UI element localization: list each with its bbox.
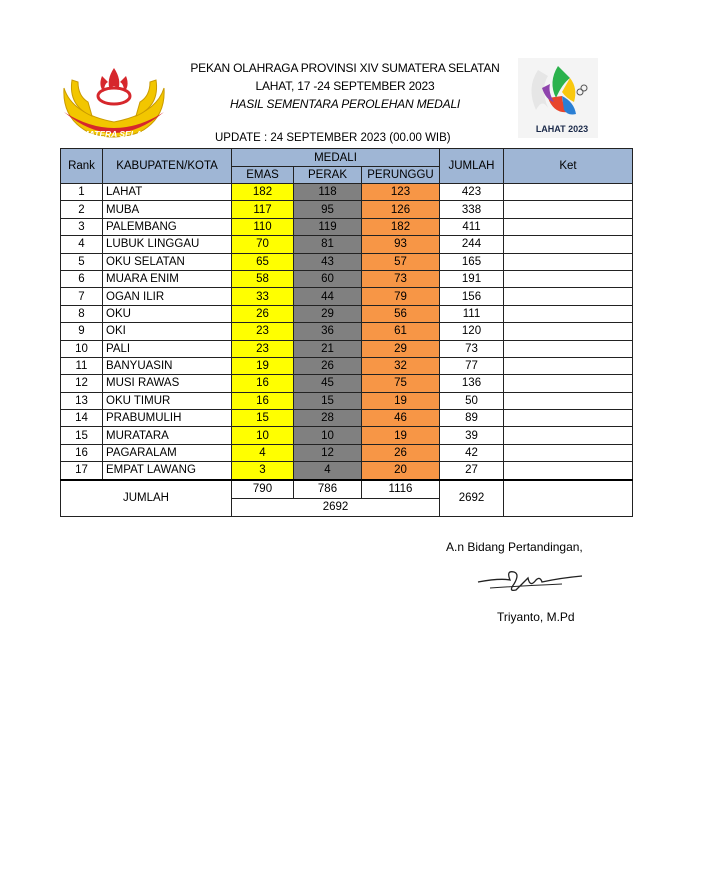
header-subtitle: HASIL SEMENTARA PEROLEHAN MEDALI [229,97,461,111]
table-row [61,270,633,287]
rank-cell: 3 [61,218,103,235]
emas-cell: 58 [232,270,294,287]
kabupaten-cell: OKU [103,305,232,322]
footer-emas-total: 790 [232,480,294,499]
perunggu-cell: 26 [362,444,440,461]
kabupaten-cell: OKU TIMUR [103,392,232,409]
perak-cell: 21 [294,340,362,357]
ket-cell [504,236,633,253]
jumlah-cell: 42 [440,444,504,461]
emas-cell: 23 [232,323,294,340]
jumlah-cell: 111 [440,305,504,322]
perunggu-cell: 73 [362,270,440,287]
kabupaten-cell: PALI [103,340,232,357]
header-title: PEKAN OLAHRAGA PROVINSI XIV SUMATERA SELATAN [190,61,500,75]
kabupaten-cell: MURATARA [103,427,232,444]
rank-cell: 14 [61,410,103,427]
ket-cell [504,340,633,357]
jumlah-cell: 423 [440,184,504,201]
jumlah-cell: 77 [440,357,504,374]
perunggu-cell: 19 [362,392,440,409]
rank-cell: 9 [61,323,103,340]
medal-table [60,148,633,517]
kabupaten-cell: MUARA ENIM [103,270,232,287]
perak-cell: 36 [294,323,362,340]
kabupaten-cell: PRABUMULIH [103,410,232,427]
col-header-kabupaten: KABUPATEN/KOTA [103,149,232,184]
rank-cell: 16 [61,444,103,461]
col-header-ket: Ket [504,149,633,184]
perunggu-cell: 56 [362,305,440,322]
kabupaten-cell: EMPAT LAWANG [103,462,232,480]
perunggu-cell: 126 [362,201,440,218]
col-header-jumlah: JUMLAH [440,149,504,184]
perak-cell: 4 [294,462,362,480]
table-row [61,218,633,235]
ket-cell [504,184,633,201]
footer-perak-total: 786 [294,480,362,499]
perak-cell: 26 [294,357,362,374]
table-row [61,410,633,427]
perak-cell: 28 [294,410,362,427]
perunggu-cell: 57 [362,253,440,270]
kabupaten-cell: LAHAT [103,184,232,201]
kabupaten-cell: MUBA [103,201,232,218]
col-header-perak: PERAK [294,167,362,184]
rank-cell: 12 [61,375,103,392]
footer-jumlah-total: 2692 [440,480,504,517]
footer-medali-total: 2692 [232,498,440,516]
ket-cell [504,288,633,305]
col-header-rank: Rank [61,149,103,184]
perak-cell: 118 [294,184,362,201]
table-row [61,357,633,374]
table-row [61,427,633,444]
rank-cell: 6 [61,270,103,287]
ket-cell [504,218,633,235]
emas-cell: 15 [232,410,294,427]
ket-cell [504,323,633,340]
table-row [61,392,633,409]
jumlah-cell: 27 [440,462,504,480]
perunggu-cell: 182 [362,218,440,235]
jumlah-cell: 89 [440,410,504,427]
kabupaten-cell: LUBUK LINGGAU [103,236,232,253]
emas-cell: 117 [232,201,294,218]
signatory-name: Triyanto, M.Pd [497,610,575,624]
table-row [61,323,633,340]
emas-cell: 23 [232,340,294,357]
ket-cell [504,253,633,270]
table-row [61,201,633,218]
emas-cell: 65 [232,253,294,270]
table-row [61,444,633,461]
jumlah-cell: 39 [440,427,504,444]
rank-cell: 2 [61,201,103,218]
ket-cell [504,305,633,322]
jumlah-cell: 120 [440,323,504,340]
perunggu-cell: 19 [362,427,440,444]
svg-text:LAHAT 2023: LAHAT 2023 [535,124,589,134]
jumlah-cell: 50 [440,392,504,409]
emas-cell: 16 [232,392,294,409]
perak-cell: 12 [294,444,362,461]
perunggu-cell: 93 [362,236,440,253]
ket-cell [504,427,633,444]
rank-cell: 1 [61,184,103,201]
table-row [61,462,633,480]
ket-cell [504,462,633,480]
medal-table-body [61,184,633,480]
emas-cell: 110 [232,218,294,235]
col-header-perunggu: PERUNGGU [362,167,440,184]
table-row [61,375,633,392]
table-row [61,305,633,322]
ket-cell [504,410,633,427]
table-row [61,236,633,253]
rank-cell: 10 [61,340,103,357]
footer-label: JUMLAH [61,480,232,517]
update-timestamp: UPDATE : 24 SEPTEMBER 2023 (00.00 WIB) [215,132,451,144]
perak-cell: 45 [294,375,362,392]
perak-cell: 29 [294,305,362,322]
emas-cell: 70 [232,236,294,253]
jumlah-cell: 165 [440,253,504,270]
table-row [61,184,633,201]
rank-cell: 4 [61,236,103,253]
svg-text:SUMATERA SELATAN: SUMATERA SELATAN [69,129,159,139]
table-row [61,340,633,357]
perunggu-cell: 79 [362,288,440,305]
table-row [61,288,633,305]
ket-cell [504,444,633,461]
jumlah-cell: 73 [440,340,504,357]
perak-cell: 95 [294,201,362,218]
porprov-lahat-logo [518,58,598,138]
kabupaten-cell: BANYUASIN [103,357,232,374]
jumlah-cell: 191 [440,270,504,287]
perak-cell: 43 [294,253,362,270]
perak-cell: 10 [294,427,362,444]
emas-cell: 3 [232,462,294,480]
perunggu-cell: 32 [362,357,440,374]
kabupaten-cell: MUSI RAWAS [103,375,232,392]
kabupaten-cell: OGAN ILIR [103,288,232,305]
rank-cell: 11 [61,357,103,374]
kabupaten-cell: PALEMBANG [103,218,232,235]
handwritten-signature [470,560,590,600]
ket-cell [504,357,633,374]
jumlah-cell: 244 [440,236,504,253]
perak-cell: 119 [294,218,362,235]
koni-sumsel-logo [58,58,170,144]
jumlah-cell: 136 [440,375,504,392]
kabupaten-cell: OKI [103,323,232,340]
emas-cell: 19 [232,357,294,374]
emas-cell: 10 [232,427,294,444]
rank-cell: 7 [61,288,103,305]
perunggu-cell: 75 [362,375,440,392]
ket-cell [504,270,633,287]
perak-cell: 44 [294,288,362,305]
emas-cell: 26 [232,305,294,322]
emas-cell: 33 [232,288,294,305]
perunggu-cell: 46 [362,410,440,427]
kabupaten-cell: OKU SELATAN [103,253,232,270]
footer-perunggu-total: 1116 [362,480,440,499]
perunggu-cell: 123 [362,184,440,201]
ket-cell [504,392,633,409]
jumlah-cell: 338 [440,201,504,218]
perak-cell: 15 [294,392,362,409]
perunggu-cell: 61 [362,323,440,340]
emas-cell: 16 [232,375,294,392]
emas-cell: 182 [232,184,294,201]
perunggu-cell: 20 [362,462,440,480]
perunggu-cell: 29 [362,340,440,357]
rank-cell: 5 [61,253,103,270]
ket-cell [504,375,633,392]
kabupaten-cell: PAGARALAM [103,444,232,461]
rank-cell: 13 [61,392,103,409]
perak-cell: 60 [294,270,362,287]
jumlah-cell: 156 [440,288,504,305]
ket-cell [504,201,633,218]
signature-heading: A.n Bidang Pertandingan, [446,540,583,554]
jumlah-cell: 411 [440,218,504,235]
emas-cell: 4 [232,444,294,461]
col-header-medali: MEDALI [232,149,440,167]
col-header-emas: EMAS [232,167,294,184]
perak-cell: 81 [294,236,362,253]
rank-cell: 15 [61,427,103,444]
rank-cell: 17 [61,462,103,480]
header-location-date: LAHAT, 17 -24 SEPTEMBER 2023 [255,79,435,93]
table-row [61,253,633,270]
footer-ket [504,480,633,517]
rank-cell: 8 [61,305,103,322]
